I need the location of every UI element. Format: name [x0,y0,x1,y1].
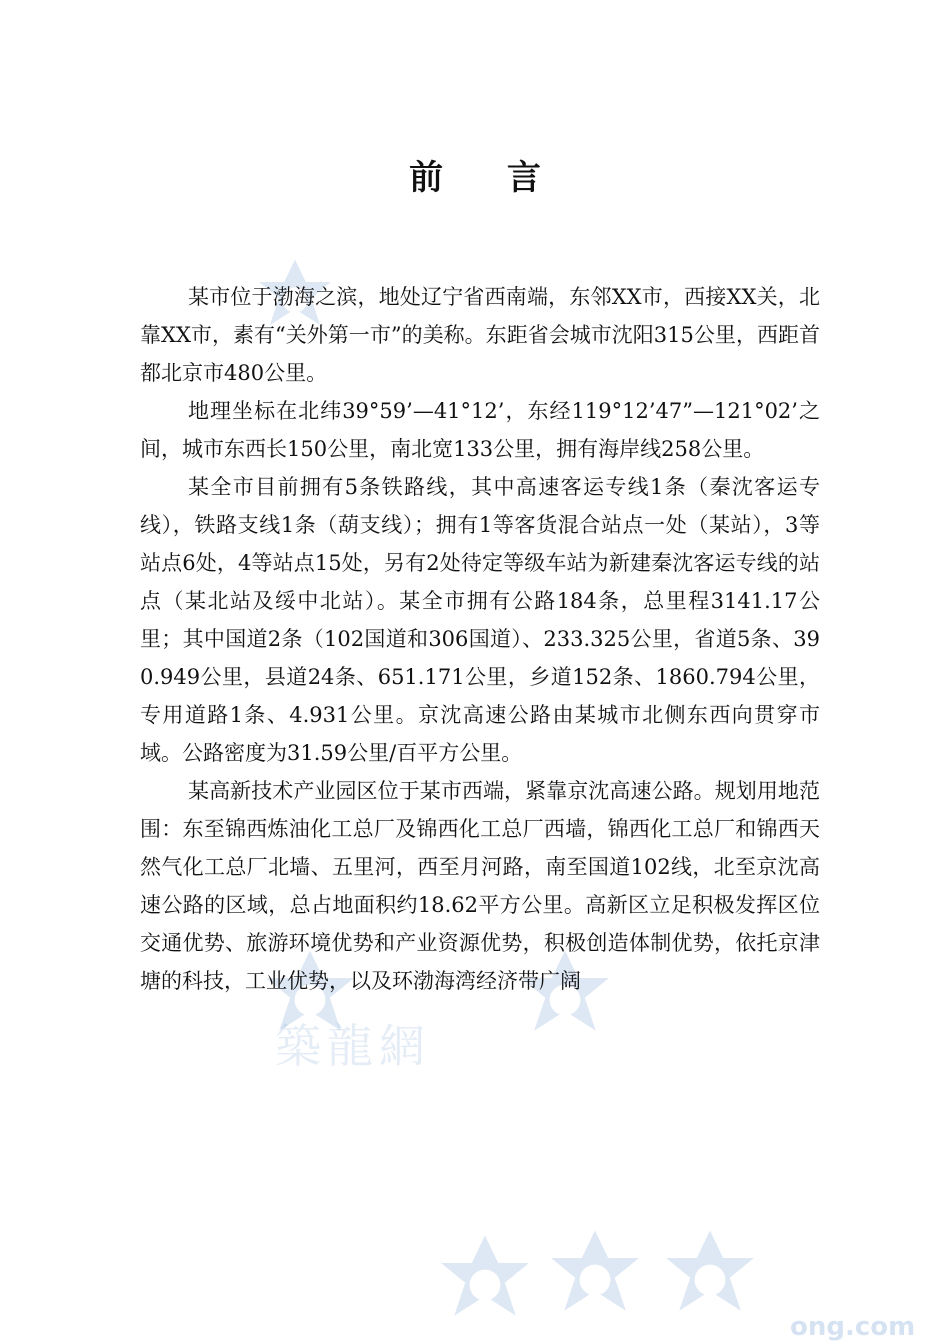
watermark-logo-icon [540,1225,650,1335]
watermark-logo-icon [430,1230,540,1340]
watermark-text: 築龍網 [275,1019,431,1073]
watermark-logo-icon [655,1225,765,1335]
paragraph-location: 某市位于渤海之滨，地处辽宁省西南端，东邻XX市，西接XX关，北靠XX市，素有“关外第一市”的美称。东距省会城市沈阳315公里，西距首都北京市480公里。 [140,285,820,385]
paragraph-transport: 某全市目前拥有5条铁路线，其中高速客运专线1条（秦沈客运专线），铁路支线1条（葫支线）；拥有1等客货混合站点一处（某站），3等站点6处，4等站点15处，另有2处待定等级车站为新建秦沈客运专线的站点（某北站及绥中北站）。某全市拥有公路184条，总里程3141.17公里；其中国道2条（102国道和306国道）、233.325公里，省道5条、390.949公里，县道24条、651.171公里，乡道152条、1860.794公里，专用道路1条、4.931公里。京沈高速公路由某城市北侧东西向贯穿市域。公路密度为31.59公里/百平方公里。 [140,475,820,765]
paragraph-high-tech-zone: 某高新技术产业园区位于某市西端，紧靠京沈高速公路。规划用地范围：东至锦西炼油化工总厂及锦西化工总厂西墙，锦西化工总厂和锦西天然气化工总厂北墙、五里河，西至月河路，南至国道102线，北至京沈高速公路的区域，总占地面积约18.62平方公里。高新区立足积极发挥区位交通优势、旅游环境优势和产业资源优势，积极创造体制优势，依托京津塘的科技，工业优势，以及环渤海湾经济带广阔 [140,779,820,993]
document-body [140,278,820,1000]
page-title: 前 言 [409,158,567,198]
watermark-url: ong.com [790,1312,916,1342]
paragraph-coordinates: 地理坐标在北纬39°59’—41°12’，东经119°12’47”—121°02’之间，城市东西长150公里，南北宽133公里，拥有海岸线258公里。 [140,399,820,461]
